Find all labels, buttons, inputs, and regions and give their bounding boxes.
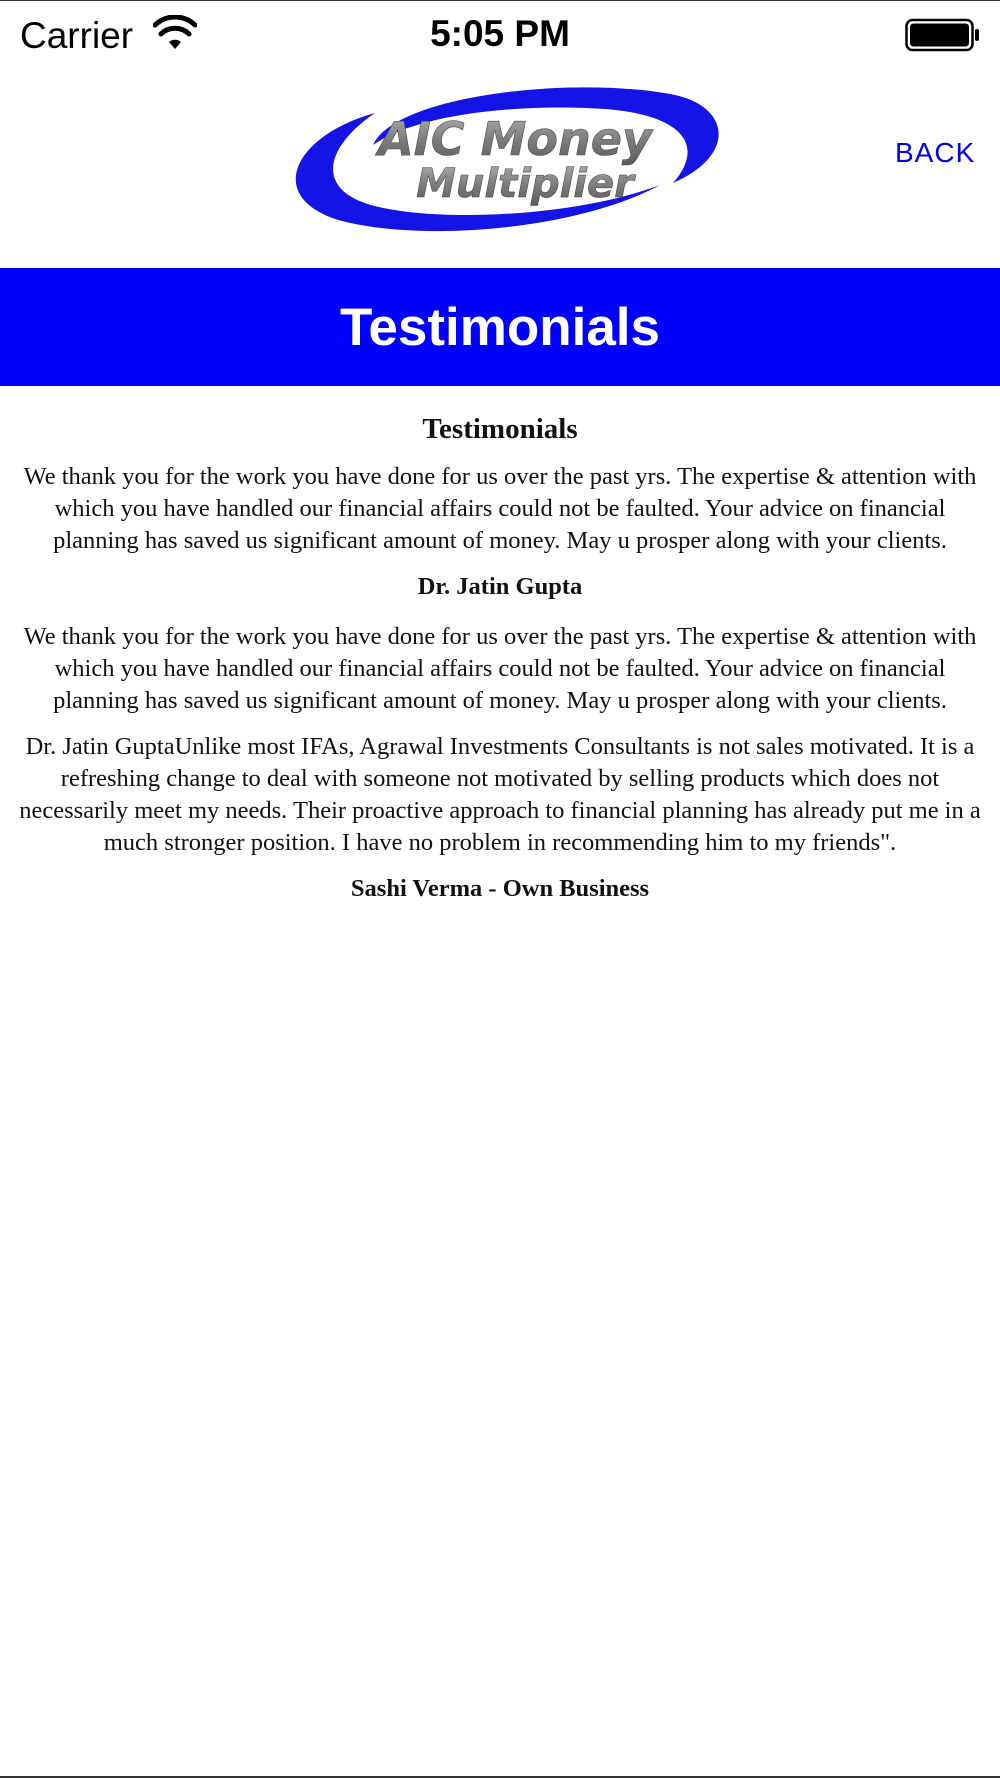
testimonials-content (0, 386, 1000, 923)
logo-line-1: AIC Money (378, 112, 652, 166)
battery-icon (905, 17, 981, 53)
aic-logo (275, 85, 725, 235)
status-time: 5:05 PM (430, 13, 570, 54)
title-banner (0, 268, 1000, 386)
carrier-label: Carrier (20, 15, 134, 56)
testimonial-text: We thank you for the work you have done for us over the past yrs. The expertise & attention with which you have handled our financial affairs could not be faulted. Your advice on financial planning has saved us significant amount of money. May u prosper along with your clients. (23, 622, 977, 714)
testimonial-author: Dr. Jatin Gupta (417, 572, 583, 600)
testimonial-text: We thank you for the work you have done for us over the past yrs. The expertise & attention with which you have handled our financial affairs could not be faulted. Your advice on financial planning has saved us significant amount of money. May u prosper along with your clients. (23, 462, 977, 554)
status-bar (0, 1, 1000, 71)
app-header (0, 71, 1000, 268)
testimonial-text: Dr. Jatin GuptaUnlike most IFAs, Agrawal Investments Consultants is not sales motivated. It is a refreshing change to deal with someone not motivated by selling products which does not necessarily meet my needs. Their proactive approach to financial planning has already put me in a much stronger position. I have no problem in recommending him to my friends". (19, 732, 981, 856)
page-title: Testimonials (339, 297, 661, 357)
logo-line-2: Multiplier (416, 161, 634, 207)
back-button[interactable]: BACK (895, 137, 976, 168)
content-heading: Testimonials (422, 413, 578, 445)
testimonial-author: Sashi Verma - Own Business (350, 874, 650, 902)
